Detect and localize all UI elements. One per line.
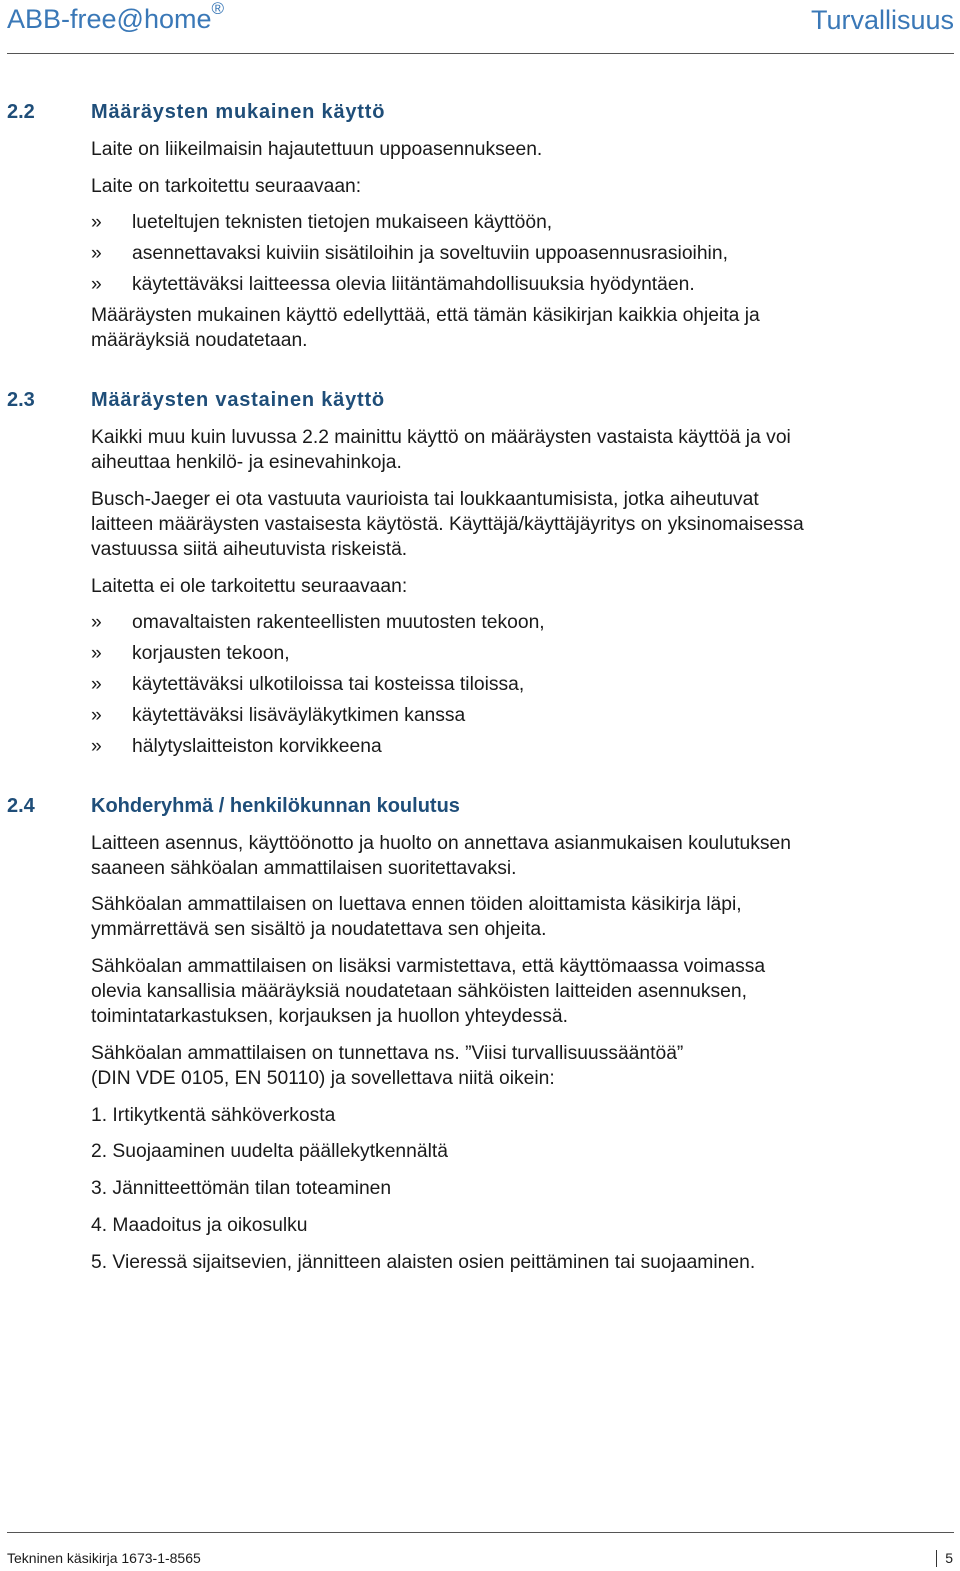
paragraph-line: Laitteen asennus, käyttöönotto ja huolto on annettava asianmukaisen koulutuksen <box>91 833 791 854</box>
paragraph: Laitetta ei ole tarkoitettu seuraavaan: <box>91 576 408 597</box>
footer-rule <box>7 1532 954 1533</box>
bullet-glyph: » <box>91 274 102 295</box>
brand-name: ABB-free@home <box>7 4 212 34</box>
paragraph-line: aiheuttaa henkilö- ja esinevahinkoja. <box>91 452 402 473</box>
footer-document-title: Tekninen käsikirja 1673-1-8565 <box>7 1550 201 1566</box>
bullet-glyph: » <box>91 212 102 233</box>
paragraph <box>91 1041 911 1091</box>
bullet-glyph: » <box>91 243 102 264</box>
paragraph: Laite on liikeilmaisin hajautettuun uppoasennukseen. <box>91 139 543 160</box>
paragraph-line: Sähköalan ammattilaisen on tunnettava ns. ”Viisi turvallisuussääntöä” <box>91 1043 684 1064</box>
list-item <box>91 703 465 728</box>
paragraph-line: ymmärrettävä sen sisältö ja noudatettava sen ohjeita. <box>91 919 547 940</box>
list-item-text: hälytyslaitteiston korvikkeena <box>132 736 382 757</box>
paragraph <box>91 954 911 1029</box>
paragraph <box>91 487 911 562</box>
list-item-text: korjausten tekoon, <box>132 643 290 664</box>
paragraph-line: toimintatarkastuksen, korjauksen ja huollon yhteydessä. <box>91 1006 568 1027</box>
paragraph <box>91 303 911 353</box>
paragraph-line: olevia kansallisia määräyksiä noudatetaan sähköisten laitteiden asennuksen, <box>91 981 747 1002</box>
paragraph-line: Sähköalan ammattilaisen on lisäksi varmistettava, että käyttömaassa voimassa <box>91 956 766 977</box>
list-item-text: asennettavaksi kuiviin sisätiloihin ja soveltuviin uppoasennusrasioihin, <box>132 243 728 264</box>
section-number: 2.3 <box>7 389 35 411</box>
list-item <box>91 641 290 666</box>
safety-rule-item: 4. Maadoitus ja oikosulku <box>91 1215 308 1236</box>
bullet-glyph: » <box>91 674 102 695</box>
paragraph-line: määräyksiä noudatetaan. <box>91 330 308 351</box>
section-number: 2.4 <box>7 795 35 817</box>
paragraph: Laite on tarkoitettu seuraavaan: <box>91 176 362 197</box>
list-item <box>91 272 695 297</box>
safety-rule-item: 2. Suojaaminen uudelta päällekytkennältä <box>91 1141 448 1162</box>
list-item <box>91 210 552 235</box>
paragraph-line: Sähköalan ammattilaisen on luettava ennen töiden aloittamista käsikirja läpi, <box>91 894 742 915</box>
bullet-glyph: » <box>91 736 102 757</box>
paragraph <box>91 892 911 942</box>
list-item-text: käytettäväksi ulkotiloissa tai kosteissa tiloissa, <box>132 674 525 695</box>
paragraph-line: Määräysten mukainen käyttö edellyttää, että tämän käsikirjan kaikkia ohjeita ja <box>91 305 760 326</box>
header-rule <box>7 53 954 54</box>
list-item-text: omavaltaisten rakenteellisten muutosten tekoon, <box>132 612 545 633</box>
paragraph-line: laitteen määräysten vastaisesta käytöstä. Käyttäjä/käyttäjäyritys on yksinomaisessa <box>91 514 804 535</box>
safety-rule-item: 3. Jännitteettömän tilan toteaminen <box>91 1178 392 1199</box>
bullet-glyph: » <box>91 705 102 726</box>
section-title: Määräysten mukainen käyttö <box>91 101 386 123</box>
list-item <box>91 610 545 635</box>
list-item-text: lueteltujen teknisten tietojen mukaiseen käyttöön, <box>132 212 553 233</box>
paragraph-line: vastuussa siitä aiheutuvista riskeistä. <box>91 539 408 560</box>
paragraph <box>91 425 911 475</box>
paragraph-line: Busch-Jaeger ei ota vastuuta vaurioista tai loukkaantumisista, jotka aiheutuvat <box>91 489 759 510</box>
list-item <box>91 734 382 759</box>
bullet-glyph: » <box>91 643 102 664</box>
paragraph <box>91 831 911 881</box>
registered-mark: ® <box>211 0 225 18</box>
safety-rule-item: 5. Vieressä sijaitsevien, jännitteen alaisten osien peittäminen tai suojaaminen. <box>91 1252 756 1273</box>
safety-rule-item: 1. Irtikytkentä sähköverkosta <box>91 1105 336 1126</box>
section-number: 2.2 <box>7 101 35 123</box>
chapter-title: Turvallisuus <box>810 5 954 35</box>
list-item <box>91 672 524 697</box>
paragraph-line: saaneen sähköalan ammattilaisen suoritettavaksi. <box>91 858 517 879</box>
page-number: 5 <box>936 1550 953 1567</box>
section-title: Määräysten vastainen käyttö <box>91 389 385 411</box>
section-title: Kohderyhmä / henkilökunnan koulutus <box>91 795 460 817</box>
list-item <box>91 241 728 266</box>
list-item-text: käytettäväksi lisäväyläkytkimen kanssa <box>132 705 466 726</box>
bullet-glyph: » <box>91 612 102 633</box>
brand-title <box>7 0 225 35</box>
paragraph-line: (DIN VDE 0105, EN 50110) ja sovellettava niitä oikein: <box>91 1068 555 1089</box>
list-item-text: käytettäväksi laitteessa olevia liitäntämahdollisuuksia hyödyntäen. <box>132 274 695 295</box>
paragraph-line: Kaikki muu kuin luvussa 2.2 mainittu käyttö on määräysten vastaista käyttöä ja voi <box>91 427 791 448</box>
